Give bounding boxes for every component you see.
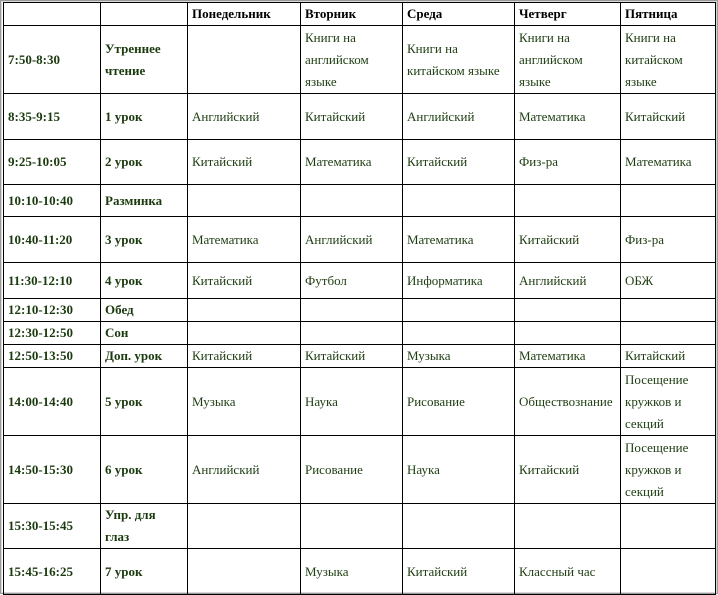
subject-cell xyxy=(403,322,515,345)
subject-cell: Китайский xyxy=(403,140,515,185)
subject-cell: Китайский xyxy=(515,436,621,504)
table-row xyxy=(4,94,716,140)
header-day-monday: Понедельник xyxy=(188,3,301,26)
subject-cell: ОБЖ xyxy=(621,263,716,299)
header-blank-time xyxy=(4,3,101,26)
subject-cell: Классный час xyxy=(515,549,621,595)
lesson-cell: Доп. урок xyxy=(101,345,188,368)
subject-cell: Английский xyxy=(188,436,301,504)
subject-cell xyxy=(515,185,621,217)
subject-cell: Английский xyxy=(403,94,515,140)
lesson-cell: Разминка xyxy=(101,185,188,217)
subject-cell xyxy=(188,549,301,595)
lesson-cell: Упр. для глаз xyxy=(101,504,188,549)
table-row xyxy=(4,185,716,217)
subject-cell: Математика xyxy=(621,140,716,185)
time-cell: 10:10-10:40 xyxy=(4,185,101,217)
subject-cell: Китайский xyxy=(301,94,403,140)
subject-cell: Обществознание xyxy=(515,368,621,436)
subject-cell: Футбол xyxy=(301,263,403,299)
table-row xyxy=(4,217,716,263)
lesson-cell: Обед xyxy=(101,299,188,322)
time-cell: 7:50-8:30 xyxy=(4,26,101,94)
subject-cell: Информатика xyxy=(403,263,515,299)
time-cell: 12:50-13:50 xyxy=(4,345,101,368)
subject-cell: Посещение кружков и секций xyxy=(621,436,716,504)
subject-cell: Книги на китайском языке xyxy=(403,26,515,94)
subject-cell: Книги на китайском языке xyxy=(621,26,716,94)
table-row xyxy=(4,504,716,549)
time-cell: 11:30-12:10 xyxy=(4,263,101,299)
lesson-cell: 2 урок xyxy=(101,140,188,185)
subject-cell: Наука xyxy=(301,368,403,436)
subject-cell xyxy=(621,185,716,217)
lesson-cell: 1 урок xyxy=(101,94,188,140)
subject-cell xyxy=(621,504,716,549)
subject-cell: Китайский xyxy=(301,345,403,368)
header-blank-lesson xyxy=(101,3,188,26)
subject-cell xyxy=(301,322,403,345)
subject-cell: Рисование xyxy=(301,436,403,504)
time-cell: 8:35-9:15 xyxy=(4,94,101,140)
subject-cell: Физ-ра xyxy=(621,217,716,263)
header-day-wednesday: Среда xyxy=(403,3,515,26)
subject-cell: Китайский xyxy=(515,217,621,263)
time-cell: 9:25-10:05 xyxy=(4,140,101,185)
lesson-cell: Утреннее чтение xyxy=(101,26,188,94)
table-row xyxy=(4,140,716,185)
time-cell: 14:50-15:30 xyxy=(4,436,101,504)
table-row xyxy=(4,26,716,94)
subject-cell: Математика xyxy=(515,345,621,368)
table-row xyxy=(4,549,716,595)
subject-cell: Книги на английском языке xyxy=(301,26,403,94)
lesson-cell: 3 урок xyxy=(101,217,188,263)
header-row xyxy=(4,3,716,26)
subject-cell: Математика xyxy=(515,94,621,140)
subject-cell xyxy=(515,504,621,549)
subject-cell: Музыка xyxy=(403,345,515,368)
time-cell: 10:40-11:20 xyxy=(4,217,101,263)
subject-cell: Китайский xyxy=(188,263,301,299)
lesson-cell: Сон xyxy=(101,322,188,345)
subject-cell: Математика xyxy=(403,217,515,263)
time-cell: 15:30-15:45 xyxy=(4,504,101,549)
schedule-table xyxy=(3,2,716,595)
table-row xyxy=(4,322,716,345)
table-row xyxy=(4,263,716,299)
table-row xyxy=(4,345,716,368)
table-row xyxy=(4,299,716,322)
time-cell: 14:00-14:40 xyxy=(4,368,101,436)
lesson-cell: 6 урок xyxy=(101,436,188,504)
subject-cell: Математика xyxy=(301,140,403,185)
subject-cell xyxy=(621,322,716,345)
subject-cell: Музыка xyxy=(188,368,301,436)
subject-cell xyxy=(301,504,403,549)
subject-cell xyxy=(301,299,403,322)
header-day-thursday: Четверг xyxy=(515,3,621,26)
subject-cell: Наука xyxy=(403,436,515,504)
subject-cell xyxy=(188,299,301,322)
time-cell: 12:10-12:30 xyxy=(4,299,101,322)
subject-cell: Китайский xyxy=(188,345,301,368)
subject-cell: Английский xyxy=(188,94,301,140)
subject-cell xyxy=(301,185,403,217)
subject-cell: Китайский xyxy=(621,345,716,368)
subject-cell xyxy=(403,299,515,322)
table-row xyxy=(4,368,716,436)
subject-cell xyxy=(188,322,301,345)
header-day-friday: Пятница xyxy=(621,3,716,26)
subject-cell: Посещение кружков и секций xyxy=(621,368,716,436)
subject-cell: Английский xyxy=(301,217,403,263)
subject-cell xyxy=(188,26,301,94)
subject-cell xyxy=(515,322,621,345)
time-cell: 12:30-12:50 xyxy=(4,322,101,345)
subject-cell: Физ-ра xyxy=(515,140,621,185)
lesson-cell: 4 урок xyxy=(101,263,188,299)
time-cell: 15:45-16:25 xyxy=(4,549,101,595)
subject-cell: Китайский xyxy=(403,549,515,595)
subject-cell: Музыка xyxy=(301,549,403,595)
subject-cell: Китайский xyxy=(621,94,716,140)
subject-cell xyxy=(515,299,621,322)
lesson-cell: 5 урок xyxy=(101,368,188,436)
subject-cell: Английский xyxy=(515,263,621,299)
subject-cell xyxy=(621,549,716,595)
header-day-tuesday: Вторник xyxy=(301,3,403,26)
subject-cell xyxy=(403,185,515,217)
table-row xyxy=(4,436,716,504)
subject-cell xyxy=(188,185,301,217)
subject-cell xyxy=(621,299,716,322)
subject-cell xyxy=(188,504,301,549)
subject-cell: Математика xyxy=(188,217,301,263)
subject-cell: Рисование xyxy=(403,368,515,436)
subject-cell xyxy=(403,504,515,549)
subject-cell: Книги на английском языке xyxy=(515,26,621,94)
subject-cell: Китайский xyxy=(188,140,301,185)
lesson-cell: 7 урок xyxy=(101,549,188,595)
